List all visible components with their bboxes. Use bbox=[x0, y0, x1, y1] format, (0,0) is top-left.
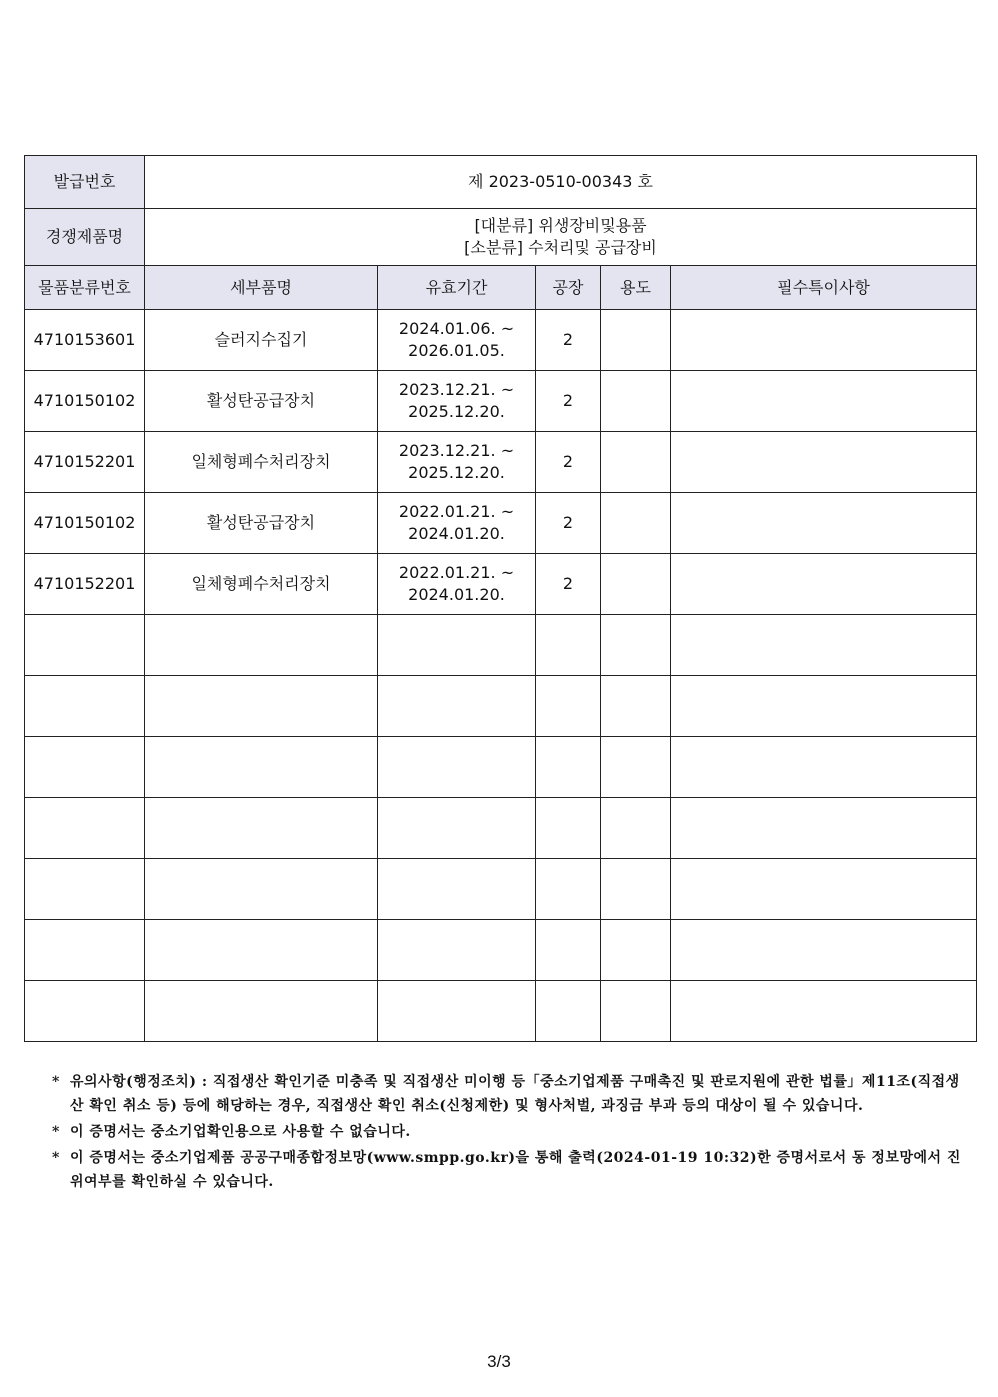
row-period-start: 2022.01.21. ~ bbox=[398, 502, 515, 521]
row-period-start: 2023.12.21. ~ bbox=[398, 441, 515, 460]
row-usage bbox=[601, 493, 671, 554]
row-period bbox=[378, 554, 536, 615]
row-usage bbox=[601, 310, 671, 371]
row-item-name: 일체형폐수처리장치 bbox=[145, 432, 378, 493]
row-period-end: 2025.12.20. bbox=[408, 463, 505, 482]
row-code: 4710153601 bbox=[25, 310, 145, 371]
row-factory: 2 bbox=[536, 493, 601, 554]
note-bullet: * bbox=[52, 1074, 60, 1090]
empty-row bbox=[25, 676, 977, 737]
table-row bbox=[25, 493, 977, 554]
row-period-start: 2024.01.06. ~ bbox=[398, 319, 515, 338]
row-period bbox=[378, 493, 536, 554]
row-period-start: 2022.01.21. ~ bbox=[398, 563, 515, 582]
row-item-name: 활성탄공급장치 bbox=[145, 493, 378, 554]
note-text: 유의사항(행정조치) : 직접생산 확인기준 미충족 및 직접생산 미이행 등「중소기업제품 구매촉진 및 판로지원에 관한 법률」제11조(직접생산 확인 취소 등) 등에 해당하는 경우, 직접생산 확인 취소(신청제한) 및 형사처벌, 과징금 부과 등의 대상이 될 수 있습니다. bbox=[70, 1074, 960, 1114]
row-period-end: 2026.01.05. bbox=[408, 341, 505, 360]
note-item bbox=[52, 1120, 972, 1144]
notes-section bbox=[52, 1070, 972, 1196]
row-code: 4710150102 bbox=[25, 371, 145, 432]
product-major-category: [대분류] 위생장비및용품 bbox=[474, 216, 647, 235]
certificate-table bbox=[24, 155, 977, 1042]
page-number: 3/3 bbox=[487, 1352, 511, 1371]
row-code: 4710152201 bbox=[25, 554, 145, 615]
header-period: 유효기간 bbox=[378, 266, 536, 310]
empty-row bbox=[25, 737, 977, 798]
note-bullet: * bbox=[52, 1150, 60, 1166]
row-period-end: 2025.12.20. bbox=[408, 402, 505, 421]
note-text: 이 증명서는 중소기업제품 공공구매종합정보망(www.smpp.go.kr)을 통해 출력(2024-01-19 10:32)한 증명서로서 동 정보망에서 진위여부를 확인하실 수 있습니다. bbox=[70, 1150, 961, 1190]
header-notes: 필수특이사항 bbox=[671, 266, 977, 310]
row-period-end: 2024.01.20. bbox=[408, 524, 505, 543]
row-item-name: 일체형폐수처리장치 bbox=[145, 554, 378, 615]
issue-number-value: 제 2023-0510-00343 호 bbox=[145, 156, 977, 209]
row-usage bbox=[601, 554, 671, 615]
table-row bbox=[25, 371, 977, 432]
empty-row bbox=[25, 859, 977, 920]
row-factory: 2 bbox=[536, 371, 601, 432]
header-usage: 용도 bbox=[601, 266, 671, 310]
row-code: 4710150102 bbox=[25, 493, 145, 554]
product-name-label: 경쟁제품명 bbox=[25, 209, 145, 266]
empty-row bbox=[25, 920, 977, 981]
empty-row bbox=[25, 615, 977, 676]
note-bullet: * bbox=[52, 1124, 60, 1140]
row-usage bbox=[601, 432, 671, 493]
issue-number-label: 발급번호 bbox=[25, 156, 145, 209]
row-usage bbox=[601, 371, 671, 432]
row-factory: 2 bbox=[536, 554, 601, 615]
product-name-value bbox=[145, 209, 977, 266]
row-note bbox=[671, 310, 977, 371]
empty-row bbox=[25, 798, 977, 859]
row-item-name: 활성탄공급장치 bbox=[145, 371, 378, 432]
header-item-name: 세부품명 bbox=[145, 266, 378, 310]
table-header-row bbox=[25, 266, 977, 310]
row-note bbox=[671, 554, 977, 615]
header-code: 물품분류번호 bbox=[25, 266, 145, 310]
row-item-name: 슬러지수집기 bbox=[145, 310, 378, 371]
row-period-end: 2024.01.20. bbox=[408, 585, 505, 604]
table-row bbox=[25, 432, 977, 493]
row-period bbox=[378, 432, 536, 493]
row-note bbox=[671, 493, 977, 554]
row-period bbox=[378, 310, 536, 371]
row-period-start: 2023.12.21. ~ bbox=[398, 380, 515, 399]
note-item bbox=[52, 1146, 972, 1194]
issue-row bbox=[25, 156, 977, 209]
row-period bbox=[378, 371, 536, 432]
product-row bbox=[25, 209, 977, 266]
row-factory: 2 bbox=[536, 310, 601, 371]
table-row bbox=[25, 554, 977, 615]
empty-row bbox=[25, 981, 977, 1042]
note-text: 이 증명서는 중소기업확인용으로 사용할 수 없습니다. bbox=[70, 1124, 411, 1140]
header-factory: 공장 bbox=[536, 266, 601, 310]
row-code: 4710152201 bbox=[25, 432, 145, 493]
row-note bbox=[671, 432, 977, 493]
row-factory: 2 bbox=[536, 432, 601, 493]
note-item bbox=[52, 1070, 972, 1118]
product-minor-category: [소분류] 수처리및 공급장비 bbox=[464, 238, 657, 257]
row-note bbox=[671, 371, 977, 432]
table-row bbox=[25, 310, 977, 371]
